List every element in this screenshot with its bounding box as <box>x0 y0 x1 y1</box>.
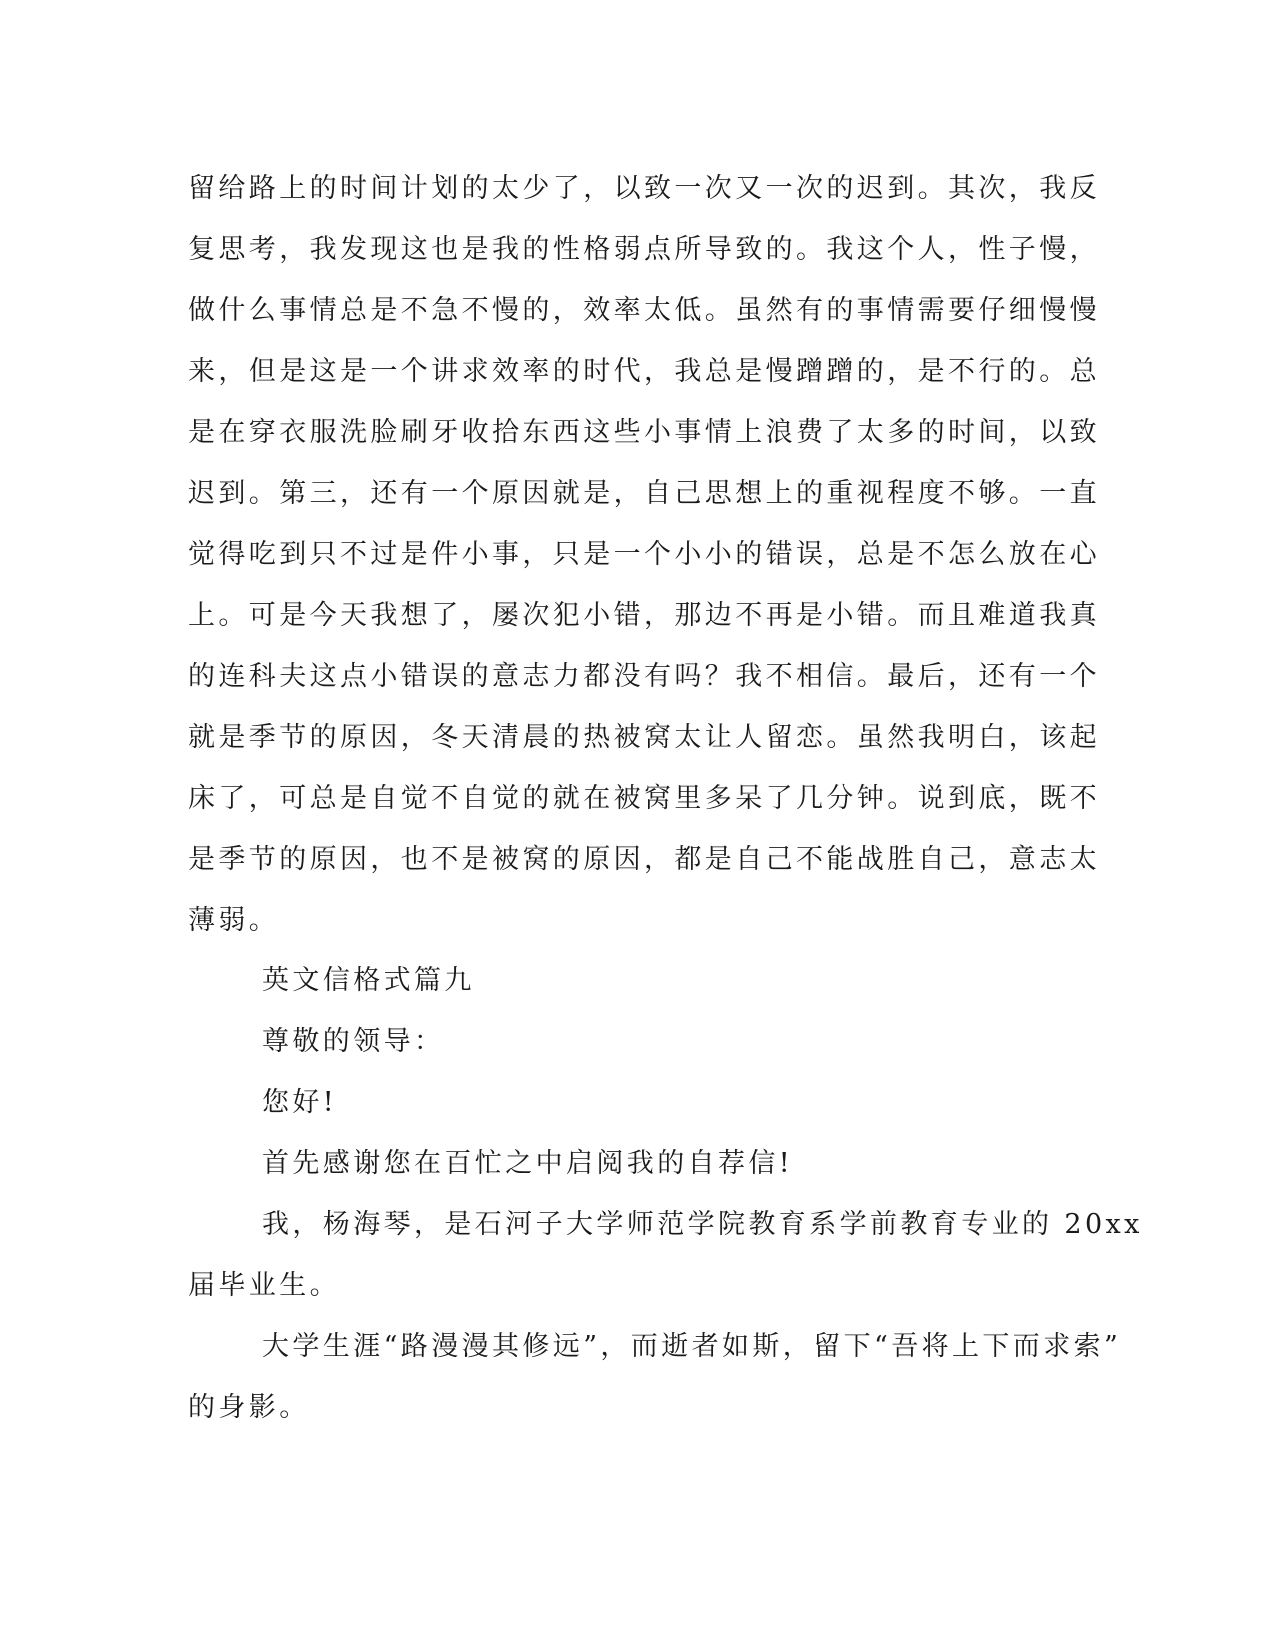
paragraph-line: 复思考，我发现这也是我的性格弱点所导致的。我这个人，性子慢， <box>188 234 1100 265</box>
paragraph-line: 就是季节的原因，冬天清晨的热被窝太让人留恋。虽然我明白，该起 <box>188 722 1100 753</box>
paragraph-line: 留给路上的时间计划的太少了，以致一次又一次的迟到。其次，我反 <box>188 173 1100 204</box>
paragraph-line: 是在穿衣服洗脸刷牙收拾东西这些小事情上浪费了太多的时间，以致 <box>188 417 1100 448</box>
salutation: 尊敬的领导： <box>262 1026 445 1057</box>
paragraph-line: 薄弱。 <box>188 905 280 936</box>
intro-line: 我，杨海琴，是石河子大学师范学院教育系学前教育专业的 20xx <box>262 1209 1143 1240</box>
paragraph-line: 上。可是今天我想了，屡次犯小错，那边不再是小错。而且难道我真 <box>188 600 1100 631</box>
greeting: 您好! <box>262 1087 338 1118</box>
previous-letter-paragraph <box>188 158 1100 951</box>
college-line: 大学生涯“路漫漫其修远”，而逝者如斯，留下“吾将上下而求索” <box>262 1331 1122 1362</box>
thanks-line: 首先感谢您在百忙之中启阅我的自荐信! <box>262 1148 794 1179</box>
paragraph-line: 的连科夫这点小错误的意志力都没有吗？我不相信。最后，还有一个 <box>188 661 1100 692</box>
paragraph-line: 床了，可总是自觉不自觉的就在被窝里多呆了几分钟。说到底，既不 <box>188 783 1100 814</box>
paragraph-line: 迟到。第三，还有一个原因就是，自己思想上的重视程度不够。一直 <box>188 478 1100 509</box>
section-title: 英文信格式篇九 <box>262 965 475 996</box>
paragraph-line: 觉得吃到只不过是件小事，只是一个小小的错误，总是不怎么放在心 <box>188 539 1100 570</box>
paragraph-line: 是季节的原因，也不是被窝的原因，都是自己不能战胜自己，意志太 <box>188 844 1100 875</box>
paragraph-line: 来，但是这是一个讲求效率的时代，我总是慢蹭蹭的，是不行的。总 <box>188 356 1100 387</box>
intro-line-continued: 届毕业生。 <box>188 1270 340 1301</box>
paragraph-line: 做什么事情总是不急不慢的，效率太低。虽然有的事情需要仔细慢慢 <box>188 295 1100 326</box>
college-line-continued: 的身影。 <box>188 1392 310 1423</box>
